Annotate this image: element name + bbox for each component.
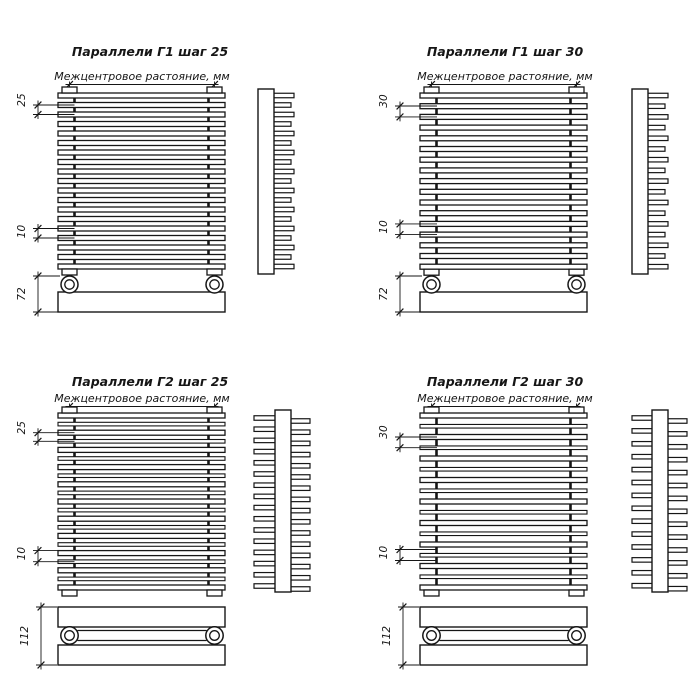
- back-rail: [58, 422, 225, 426]
- side-tooth: [647, 200, 668, 205]
- rail: [420, 435, 587, 440]
- side-tooth: [647, 136, 668, 141]
- side-profile-bar: [275, 410, 291, 592]
- rail: [58, 568, 225, 573]
- side-tooth: [254, 505, 276, 510]
- side-tooth: [647, 179, 668, 184]
- side-tooth: [632, 519, 653, 524]
- side-tooth: [254, 528, 276, 533]
- side-tooth: [290, 520, 310, 525]
- rail: [420, 413, 587, 418]
- back-rail: [58, 508, 225, 512]
- mounting-tab: [62, 269, 77, 275]
- side-tooth: [273, 103, 291, 108]
- center-distance-label: Межцентровое растояние, мм: [417, 392, 593, 405]
- side-tooth: [254, 539, 276, 544]
- side-tooth: [632, 493, 653, 498]
- side-tooth: [273, 141, 291, 146]
- rail: [420, 189, 587, 194]
- side-tooth: [273, 264, 294, 269]
- dimension-label: 30: [378, 425, 390, 439]
- side-tooth: [290, 464, 310, 469]
- side-tooth: [273, 226, 294, 231]
- pipe-end-inner-circle: [210, 631, 220, 641]
- side-tooth: [647, 93, 668, 98]
- rail: [420, 168, 587, 173]
- rail: [58, 413, 225, 418]
- side-tooth: [632, 467, 653, 472]
- rail: [58, 465, 225, 470]
- side-tooth: [647, 222, 668, 227]
- side-tooth: [290, 452, 310, 457]
- side-tooth: [273, 169, 294, 174]
- rail: [420, 157, 587, 162]
- side-tooth: [632, 454, 653, 459]
- dimension-label: 112: [19, 625, 31, 647]
- side-tooth: [647, 125, 665, 130]
- rail: [420, 456, 587, 461]
- mounting-tab: [207, 590, 222, 596]
- side-tooth: [667, 548, 687, 553]
- rail: [420, 585, 587, 590]
- rail: [420, 125, 587, 130]
- rail: [420, 243, 587, 248]
- back-rail: [420, 489, 587, 493]
- rail: [58, 551, 225, 556]
- side-tooth: [273, 122, 291, 127]
- rail: [58, 430, 225, 435]
- back-rail: [420, 467, 587, 471]
- side-tooth: [273, 188, 294, 193]
- side-tooth: [254, 550, 276, 555]
- side-tooth: [254, 438, 276, 443]
- rail: [420, 114, 587, 119]
- rail: [58, 499, 225, 504]
- quadrant-title: Параллели Г1 шаг 25: [71, 44, 229, 59]
- rail: [58, 112, 225, 117]
- dimension-label: 10: [16, 546, 28, 561]
- side-tooth: [632, 416, 653, 421]
- side-tooth: [290, 497, 310, 502]
- back-rail: [58, 491, 225, 495]
- side-tooth: [290, 430, 310, 435]
- rail: [58, 179, 225, 184]
- rail: [58, 169, 225, 174]
- side-tooth: [632, 532, 653, 537]
- rail: [58, 207, 225, 212]
- side-tooth: [632, 506, 653, 511]
- side-tooth: [667, 561, 687, 566]
- back-rail: [58, 440, 225, 444]
- back-rail: [420, 532, 587, 536]
- side-tooth: [273, 179, 291, 184]
- rail: [58, 131, 225, 136]
- side-tooth: [254, 573, 276, 578]
- rail: [58, 103, 225, 108]
- rail: [420, 211, 587, 216]
- rail: [420, 521, 587, 526]
- side-tooth: [647, 190, 665, 195]
- side-tooth: [273, 160, 291, 165]
- mounting-tab: [424, 87, 439, 93]
- dimension-label: 10: [16, 224, 28, 239]
- side-tooth: [273, 93, 294, 98]
- side-tooth: [667, 586, 687, 591]
- mounting-tab: [569, 590, 584, 596]
- side-tooth: [254, 472, 276, 477]
- side-tooth: [632, 571, 653, 576]
- mounting-tab: [569, 407, 584, 413]
- side-tooth: [290, 564, 310, 569]
- dimension-label: 10: [378, 545, 390, 560]
- side-tooth: [273, 112, 294, 117]
- rail: [58, 150, 225, 155]
- side-tooth: [647, 211, 665, 216]
- side-tooth: [290, 475, 310, 480]
- rail: [58, 93, 225, 98]
- bottom-bracket-bar: [58, 645, 225, 665]
- pipe-end-inner-circle: [210, 280, 219, 289]
- rail: [58, 141, 225, 146]
- rail: [420, 200, 587, 205]
- side-tooth: [667, 432, 687, 437]
- back-rail: [420, 510, 587, 514]
- rail: [58, 533, 225, 538]
- mounting-tab: [62, 590, 77, 596]
- side-tooth: [647, 243, 668, 248]
- back-rail: [420, 575, 587, 579]
- rail: [58, 585, 225, 590]
- rail: [420, 93, 587, 98]
- side-tooth: [290, 553, 310, 558]
- quadrant-title: Параллели Г2 шаг 25: [71, 374, 229, 389]
- side-tooth: [632, 545, 653, 550]
- pipe-end-inner-circle: [65, 280, 74, 289]
- bottom-bracket-bar: [58, 607, 225, 627]
- pipe-end-inner-circle: [572, 631, 582, 641]
- side-tooth: [667, 496, 687, 501]
- side-tooth: [667, 470, 687, 475]
- side-tooth: [632, 583, 653, 588]
- mounting-tab: [424, 407, 439, 413]
- side-tooth: [254, 461, 276, 466]
- rail: [58, 198, 225, 203]
- side-tooth: [667, 535, 687, 540]
- rail: [58, 226, 225, 231]
- side-tooth: [273, 150, 294, 155]
- rail: [58, 217, 225, 222]
- side-tooth: [254, 561, 276, 566]
- side-tooth: [667, 483, 687, 488]
- bottom-bracket-bar: [420, 645, 587, 665]
- back-rail: [420, 446, 587, 450]
- side-tooth: [667, 522, 687, 527]
- back-rail: [420, 424, 587, 428]
- rail: [58, 255, 225, 260]
- quadrant-title: Параллели Г1 шаг 30: [426, 44, 584, 59]
- side-tooth: [290, 587, 310, 592]
- side-tooth: [273, 217, 291, 222]
- side-tooth: [254, 517, 276, 522]
- bottom-bracket-bar: [420, 607, 587, 627]
- side-tooth: [273, 207, 294, 212]
- dimension-label: 112: [381, 625, 393, 647]
- pipe-end-inner-circle: [65, 631, 75, 641]
- side-tooth: [254, 494, 276, 499]
- pipe-end-inner-circle: [427, 631, 437, 641]
- rail: [420, 478, 587, 483]
- side-tooth: [254, 416, 276, 421]
- rail: [420, 104, 587, 109]
- rail: [58, 264, 225, 269]
- center-distance-label: Межцентровое растояние, мм: [417, 70, 593, 83]
- mounting-tab: [569, 269, 584, 275]
- side-tooth: [647, 157, 668, 162]
- rail: [420, 232, 587, 237]
- mounting-tab: [207, 407, 222, 413]
- side-tooth: [647, 232, 665, 237]
- rail: [420, 542, 587, 547]
- side-tooth: [290, 531, 310, 536]
- bottom-bracket-bar: [420, 292, 587, 312]
- rail: [420, 254, 587, 259]
- side-tooth: [667, 457, 687, 462]
- quadrant-title: Параллели Г2 шаг 30: [426, 374, 584, 389]
- rail: [420, 136, 587, 141]
- side-tooth: [290, 508, 310, 512]
- rail: [420, 499, 587, 504]
- mounting-tab: [62, 87, 77, 93]
- side-tooth: [647, 147, 665, 152]
- side-tooth: [254, 449, 276, 454]
- back-rail: [58, 457, 225, 461]
- dimension-label: 25: [16, 421, 28, 435]
- pipe-end-inner-circle: [572, 280, 581, 289]
- side-tooth: [647, 104, 665, 109]
- side-tooth: [667, 509, 687, 514]
- mounting-tab: [424, 590, 439, 596]
- mounting-tab: [207, 269, 222, 275]
- rail: [420, 179, 587, 184]
- side-tooth: [290, 576, 310, 581]
- side-tooth: [290, 542, 310, 547]
- side-tooth: [254, 584, 276, 589]
- rail: [58, 160, 225, 165]
- side-tooth: [273, 236, 291, 241]
- dimension-label: 25: [16, 93, 28, 107]
- rail: [420, 264, 587, 269]
- rail: [420, 147, 587, 152]
- mounting-tab: [207, 87, 222, 93]
- dimension-label: 72: [16, 287, 28, 301]
- rail: [58, 482, 225, 487]
- rail: [58, 516, 225, 521]
- side-tooth: [632, 558, 653, 563]
- rail: [58, 245, 225, 250]
- side-tooth: [632, 480, 653, 485]
- bottom-bracket-bar: [58, 292, 225, 312]
- side-tooth: [647, 115, 668, 120]
- mounting-tab: [62, 407, 77, 413]
- rail: [58, 122, 225, 127]
- rail: [58, 236, 225, 241]
- mounting-tab: [569, 87, 584, 93]
- dimension-label: 72: [378, 287, 390, 301]
- back-rail: [58, 543, 225, 547]
- side-profile-bar: [258, 89, 274, 274]
- side-tooth: [647, 254, 665, 259]
- back-rail: [58, 474, 225, 478]
- back-rail: [420, 553, 587, 557]
- rail: [420, 564, 587, 569]
- side-tooth: [273, 255, 291, 260]
- side-profile-bar: [632, 89, 648, 274]
- back-rail: [58, 526, 225, 530]
- side-tooth: [254, 483, 276, 488]
- side-tooth: [632, 442, 653, 447]
- side-tooth: [667, 419, 687, 424]
- side-tooth: [290, 441, 310, 446]
- back-rail: [58, 577, 225, 581]
- side-profile-bar: [652, 410, 668, 592]
- side-tooth: [667, 445, 687, 450]
- side-tooth: [632, 429, 653, 434]
- back-rail: [58, 560, 225, 564]
- side-tooth: [273, 131, 294, 136]
- side-tooth: [647, 168, 665, 173]
- side-tooth: [667, 574, 687, 579]
- side-tooth: [290, 419, 310, 424]
- mounting-tab: [424, 269, 439, 275]
- rail: [58, 188, 225, 193]
- side-tooth: [254, 427, 276, 432]
- side-tooth: [273, 245, 294, 250]
- side-tooth: [290, 486, 310, 491]
- rail: [420, 221, 587, 226]
- dimension-label: 30: [378, 94, 390, 108]
- side-tooth: [273, 198, 291, 203]
- dimension-label: 10: [378, 220, 390, 234]
- center-distance-label: Межцентровое растояние, мм: [54, 70, 230, 83]
- rail: [58, 447, 225, 452]
- center-distance-label: Межцентровое растояние, мм: [54, 392, 230, 405]
- side-tooth: [647, 264, 668, 269]
- pipe-end-inner-circle: [427, 280, 436, 289]
